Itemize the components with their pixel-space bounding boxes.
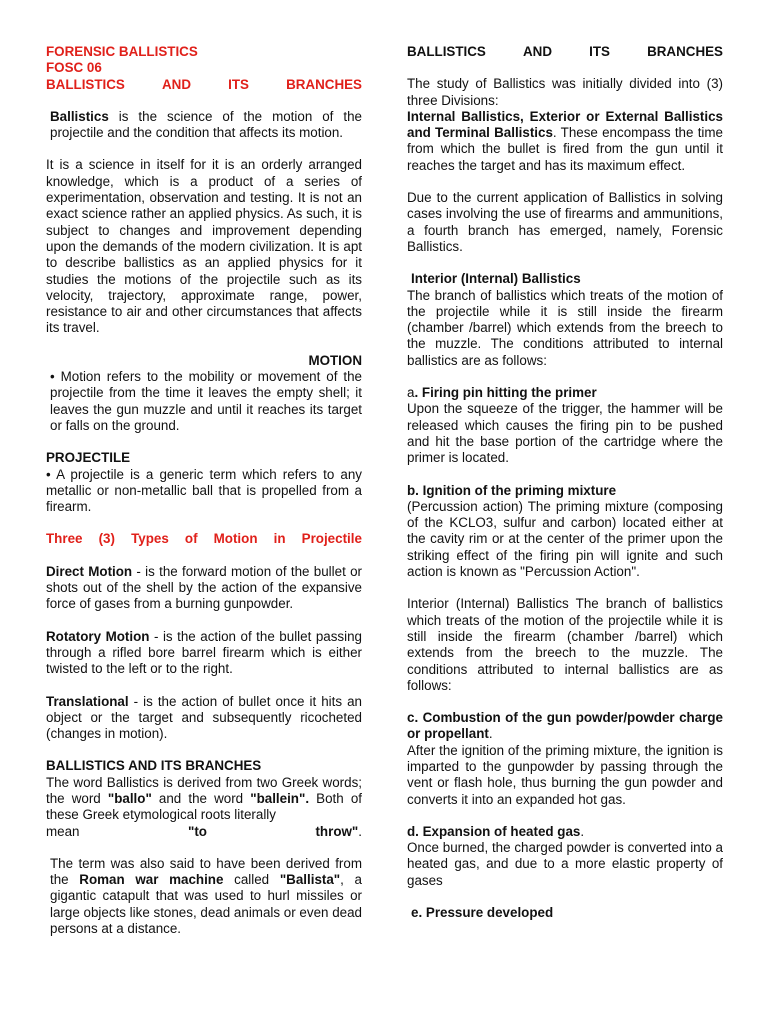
firing-pin-text: Upon the squeeze of the trigger, the hammer will be released which causes the firing pin to be pushed and hit the base portion of the cartridge where the primer is located.: [407, 401, 723, 466]
translational-motion: Translational - is the action of bullet once it hits an object or the target and subsequently ricocheted (changes in motion).: [46, 693, 362, 742]
science-paragraph: It is a science in itself for it is an orderly arranged knowledge, which is a product of a series of experimentation, observation and testing. It is not an exact science rather an applied physics. As such, it is subject to changes and improvement depending upon the demands of the modern civilization. It is apt to describe ballistics as an applied physics for it studies the motions of the projectile such as its velocity, trajectory, approximate range, power, resistance to air and other circumstances that affects its travel.: [46, 157, 362, 336]
combustion-text: After the ignition of the priming mixture, the ignition is imparted to the gunpowder by passing through the vent or flash hole, thus burning the gun powder and converts it into an expanded hot gas.: [407, 742, 723, 807]
interior-ballistics-text: The branch of ballistics which treats of the motion of the projectile while it is still inside the firearm (chamber /barrel) which extends from the breech to the muzzle. The conditions attributed to internal ballistics are as follows:: [407, 287, 723, 368]
subtitle-ballistics-branches: BALLISTICS AND ITS BRANCHES: [46, 76, 362, 92]
right-column: [407, 44, 723, 921]
right-heading: BALLISTICS AND ITS BRANCHES: [407, 44, 723, 59]
firing-pin-heading: a. Firing pin hitting the primer: [407, 385, 597, 401]
interior-ballistics-repeat: Interior (Internal) Ballistics The branch of ballistics which treats of the motion of the projectile while it is still inside the firearm (chamber /barrel) which extends from the breech to the muzzle. The conditions attributed to internal ballistics are as follows:: [407, 596, 723, 693]
ignition-text: (Percussion action) The priming mixture (composing of the KCLO3, sulfur and carbon) located either at the cavity rim or at the center of the primer upon the striking effect of the firing pin will ignite and such action is known as "Percussion Action".: [407, 498, 723, 580]
ballistics-definition: Ballistics is the science of the motion of the projectile and the condition that affects its motion.: [50, 108, 362, 141]
expansion-heading: d. Expansion of heated gas.: [407, 823, 585, 839]
to-throw-line: mean "to throw".: [46, 823, 362, 839]
study-divisions-paragraph: The study of Ballistics was initially divided into (3) three Divisions: Internal Ballistics, Exterior or External Ballistics and Terminal Ballistics. These encompass the time from which the bullet is fired from the gun until it reaches the target and has its maximum effect.: [407, 76, 723, 173]
left-column: [46, 44, 362, 937]
direct-motion: Direct Motion - is the forward motion of the bullet or shots out of the shell by the action of the expansive force of gases from a burning gunpowder.: [46, 563, 362, 612]
pressure-heading: e. Pressure developed: [411, 905, 554, 921]
ignition-heading: b. Ignition of the priming mixture: [407, 482, 617, 498]
projectile-heading: PROJECTILE: [46, 450, 131, 466]
types-of-motion-heading: Three (3) Types of Motion in Projectile: [46, 531, 362, 547]
roman-war-machine-paragraph: The term was also said to have been derived from the Roman war machine called "Ballista", a gigantic catapult that was used to hurl missiles or large objects like stones, dead animals or even dead persons at a distance.: [50, 855, 363, 937]
interior-ballistics-heading: Interior (Internal) Ballistics: [411, 271, 581, 287]
branches-heading: BALLISTICS AND ITS BRANCHES: [46, 758, 262, 774]
rotatory-motion: Rotatory Motion - is the action of the bullet passing through a rifled bore barrel firearm which is either twisted to the left or to the right.: [46, 628, 362, 677]
current-application-paragraph: Due to the current application of Ballistics in solving cases involving the use of firearms and ammunitions, a fourth branch has emerged, namely, Forensic Ballistics.: [407, 190, 723, 254]
projectile-text: • A projectile is a generic term which refers to any metallic or non-metallic ball that is propelled from a firearm.: [46, 466, 362, 515]
expansion-text: Once burned, the charged powder is converted into a heated gas, and due to a more elastic property of gases: [407, 840, 723, 888]
doc-title: FORENSIC BALLISTICS: [46, 44, 198, 59]
motion-heading: MOTION: [308, 352, 362, 368]
combustion-heading: c. Combustion of the gun powder/powder charge or propellant.: [407, 710, 723, 742]
motion-text: • Motion refers to the mobility or movement of the projectile from the time it leaves the empty shell; it leaves the gun muzzle and until it reaches its target or falls on the ground.: [50, 369, 362, 433]
word-origin-paragraph: The word Ballistics is derived from two Greek words; the word "ballo" and the word "ballein". Both of these Greek etymological roots literally: [46, 774, 362, 823]
course-code: FOSC 06: [46, 60, 102, 76]
